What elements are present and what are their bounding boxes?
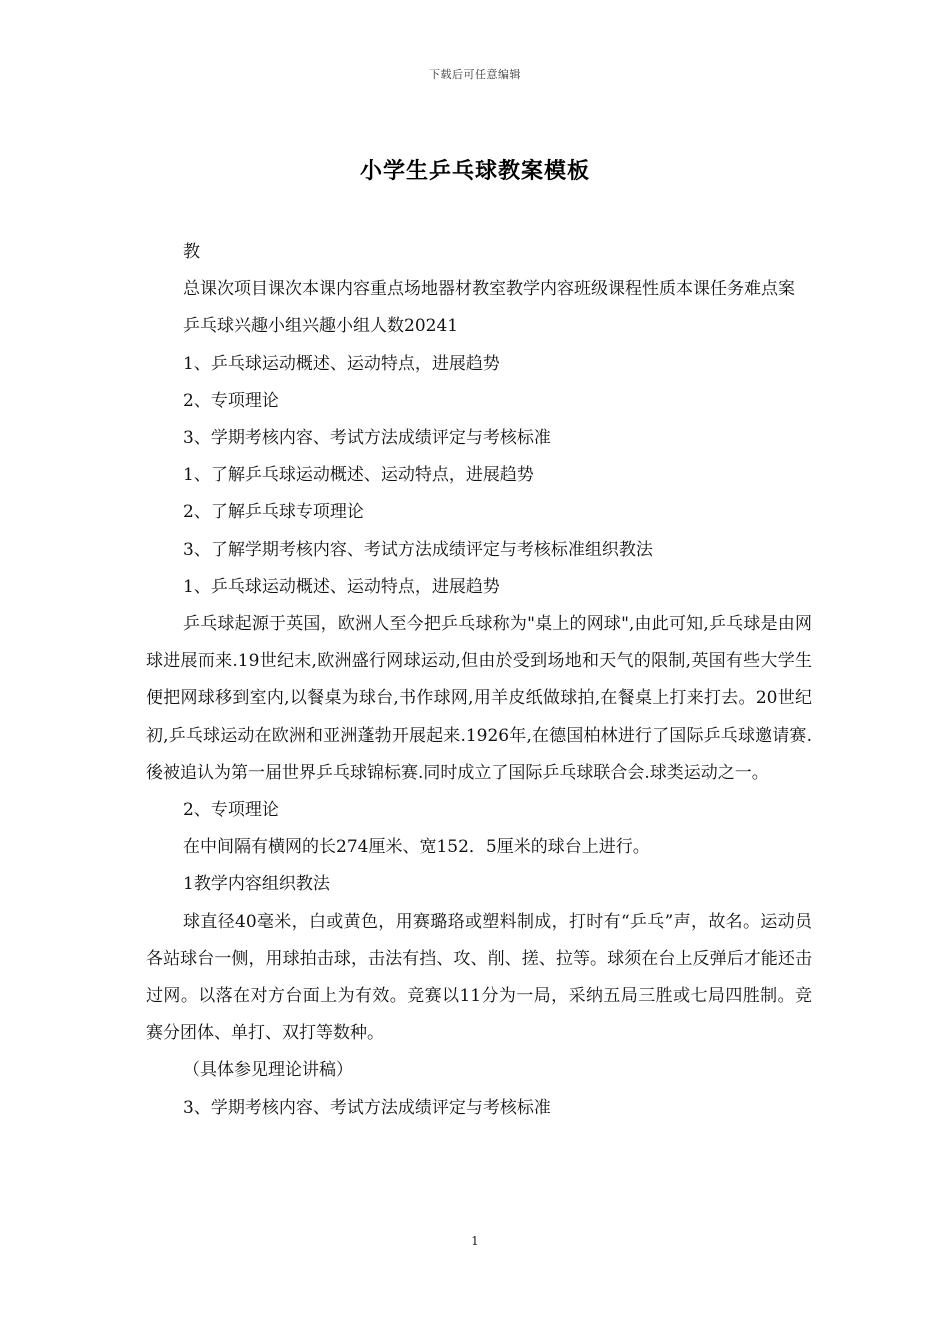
paragraph: 1、乒乓球运动概述、运动特点，进展趋势 <box>183 353 500 374</box>
paragraph: 乒乓球起源于英国，欧洲人至今把乒乓球称为"桌上的网球",由此可知,乒乓球是由网球进展而来.19世纪末,欧洲盛行网球运动,但由於受到场地和天气的限制,英国有些大学生便把网球移到室内,以餐桌为球台,书作球网,用羊皮纸做球拍,在餐桌上打来打去。20世纪初,乒乓球运动在欧洲和亚洲蓬勃开展起来.1926年,在德国柏林进行了国际乒乓球邀请赛.後被追认为第一届世界乒乓球锦标赛.同时成立了国际乒乓球联合会.球类运动之一。 <box>146 614 812 783</box>
body-text <box>146 234 812 1127</box>
paragraph: 2、了解乒乓球专项理论 <box>183 502 364 523</box>
paragraph: 1教学内容组织教法 <box>183 874 330 895</box>
paragraph: 1、了解乒乓球运动概述、运动特点，进展趋势 <box>183 465 534 486</box>
paragraph: 乒乓球兴趣小组兴趣小组人数20241 <box>183 316 459 337</box>
paragraph: 球直径40毫米，白或黄色，用赛璐珞或塑料制成，打时有“乒乓”声，故名。运动员各站球台一侧，用球拍击球，击法有挡、攻、削、搓、拉等。球须在台上反弹后才能还击过网。以落在对方台面上为有效。竞赛以11分为一局，采纳五局三胜或七局四胜制。竞赛分团体、单打、双打等数种。 <box>146 911 812 1044</box>
paragraph: 教 <box>183 242 200 262</box>
paragraph: 3、学期考核内容、考试方法成绩评定与考核标准 <box>183 1097 551 1118</box>
header-note: 下载后可任意编辑 <box>429 68 521 81</box>
paragraph: 在中间隔有横网的长274厘米、宽152．5厘米的球台上进行。 <box>183 837 650 858</box>
paragraph: 3、了解学期考核内容、考试方法成绩评定与考核标准组织教法 <box>183 539 653 560</box>
page-title: 小学生乒乓球教案模板 <box>359 158 590 184</box>
paragraph: 3、学期考核内容、考试方法成绩评定与考核标准 <box>183 428 551 449</box>
paragraph: （具体参见理论讲稿） <box>183 1060 353 1081</box>
paragraph: 2、专项理论 <box>183 390 279 411</box>
page-number: 1 <box>471 1234 479 1248</box>
paragraph: 总课次项目课次本课内容重点场地器材教室教学内容班级课程性质本课任务难点案 <box>183 279 795 300</box>
paragraph: 1、乒乓球运动概述、运动特点，进展趋势 <box>183 576 500 597</box>
paragraph: 2、专项理论 <box>183 800 279 821</box>
